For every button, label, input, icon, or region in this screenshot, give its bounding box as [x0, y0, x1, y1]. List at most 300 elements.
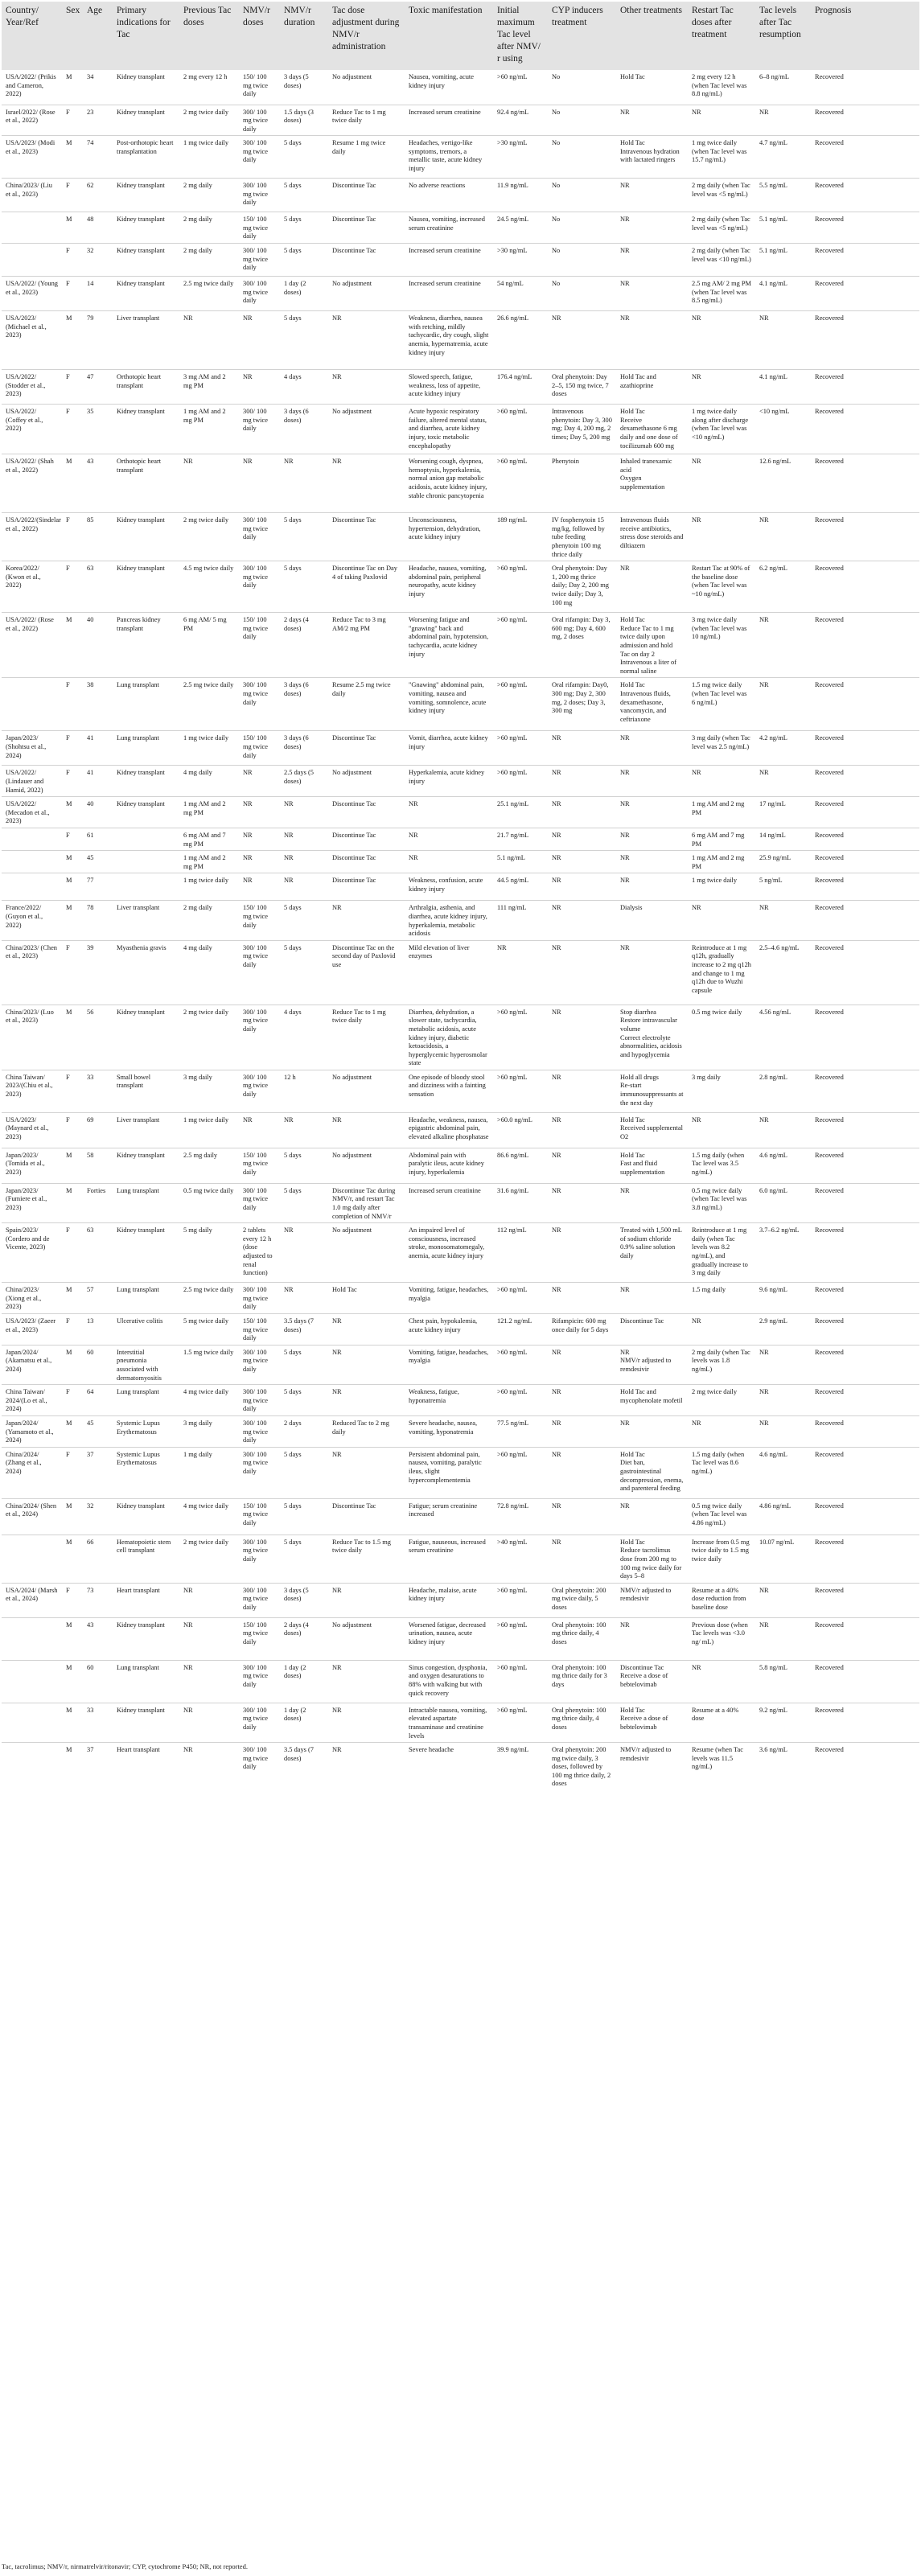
table-cell: Recovered: [811, 105, 919, 136]
table-cell: Previous dose (when Tac levels was <3.0 ng/ mL): [688, 1617, 755, 1660]
table-cell: NR: [179, 1743, 239, 1790]
table-cell: 45: [83, 851, 113, 873]
table-cell: NR: [755, 1583, 811, 1617]
table-cell: Slowed speech, fatigue, weakness, loss of appetite, acute kidney injury: [405, 370, 493, 405]
table-cell: 5.1 ng/mL: [755, 212, 811, 244]
table-cell: NR: [755, 766, 811, 797]
table-cell: 1 mg AM and 2 mg PM: [179, 405, 239, 454]
table-cell: NR: [616, 1498, 688, 1535]
table-cell: Post-orthotopic heart transplantation: [113, 136, 179, 179]
table-cell: 1.5 mg twice daily (when Tac level was 6 ng/mL): [688, 678, 755, 731]
table-cell: 58: [83, 1148, 113, 1183]
table-cell: Oral rifampin: Day 3, 600 mg; Day 4, 600 mg, 2 doses: [548, 613, 616, 678]
table-cell: 6 mg AM/ 5 mg PM: [179, 613, 239, 678]
table-cell: 150/ 100 mg twice daily: [243, 73, 268, 98]
table-cell: NR: [328, 1703, 405, 1742]
table-cell: NR: [755, 1617, 811, 1660]
table-cell: 5 days: [280, 1535, 328, 1583]
table-cell: 1 mg twice daily: [179, 731, 239, 766]
table-cell: >60 ng/mL: [493, 1005, 548, 1070]
table-cell: NMV/r adjusted to remdesivir: [616, 1743, 688, 1790]
table-cell: Liver transplant: [113, 311, 179, 370]
table-cell: Japan/2024/ (Akamatsu et al., 2024): [2, 1345, 62, 1384]
table-cell: NR: [280, 1283, 328, 1314]
column-header: Other treatments: [616, 2, 688, 70]
table-cell: USA/2022/ (Coffey et al., 2022): [2, 405, 62, 454]
table-cell: 4.5 mg twice daily: [179, 561, 239, 613]
table-cell: 32: [83, 244, 113, 277]
table-cell: 79: [83, 311, 113, 370]
table-cell: 3 days (6 doses): [280, 678, 328, 731]
table-cell: Discontinue Tac: [328, 828, 405, 850]
table-cell: 2.5 mg AM/ 2 mg PM (when Tac level was 8.5 ng/mL): [688, 277, 755, 311]
table-cell: Recovered: [811, 873, 919, 901]
table-cell: 2 mg daily (when Tac level was <10 ng/mL): [688, 244, 755, 277]
table-cell: NR: [405, 828, 493, 850]
table-cell: >60 ng/mL: [493, 1583, 548, 1617]
table-cell: 300/ 100 mg twice daily: [239, 1345, 280, 1384]
table-cell: Vomiting, fatigue, headaches, myalgia: [405, 1345, 493, 1384]
table-cell: Weakness, diarrhea, nausea with retching, mildly tachycardic, dry cough, slight anemia, hypernatremia, acute kidney injury: [405, 311, 493, 370]
table-cell: Arthralgia, asthenia, and diarrhea, acute kidney injury, hyperkalemia, metabolic acidosis: [405, 901, 493, 940]
table-cell: 43: [83, 1617, 113, 1660]
table-cell: Kidney transplant: [113, 179, 179, 212]
table-cell: Recovered: [811, 212, 919, 244]
column-header: Restart Tac doses after treatment: [688, 2, 755, 70]
table-cell: 5 days: [280, 1183, 328, 1222]
table-cell: Hold Tac Reduce Tac to 1 mg twice daily upon admission and hold Tac on day 2 Intravenous a liter of normal saline: [616, 613, 688, 678]
table-cell: >60 ng/mL: [493, 405, 548, 454]
table-cell: Kidney transplant: [113, 105, 179, 136]
table-cell: NR: [179, 1617, 239, 1660]
table-row: [2, 1447, 919, 1498]
table-cell: Hold Tac and mycophenolate mofetil: [616, 1385, 688, 1416]
table-row: [2, 1183, 919, 1222]
table-cell: Discontinue Tac on the second day of Paxlovid use: [328, 940, 405, 1005]
table-cell: NR: [548, 851, 616, 873]
table-cell: >40 ng/mL: [493, 1535, 548, 1583]
table-cell: 62: [83, 179, 113, 212]
table-cell: NR: [328, 1345, 405, 1384]
table-cell: Inhaled tranexamic acid Oxygen supplementation: [616, 454, 688, 513]
table-cell: NR: [755, 513, 811, 561]
table-cell: Japan/2023/ (Fumiere et al., 2023): [2, 1183, 62, 1222]
table-cell: NMV/r adjusted to remdesivir: [616, 1583, 688, 1617]
table-cell: China/2024/ (Shen et al., 2024): [2, 1498, 62, 1535]
table-cell: 2 mg daily: [179, 244, 239, 277]
case-reports-table: [2, 2, 919, 1790]
table-row: [2, 179, 919, 212]
table-cell: NR: [239, 797, 280, 828]
table-cell: NR: [616, 561, 688, 613]
table-cell: F: [62, 513, 83, 561]
table-cell: 33: [83, 1703, 113, 1742]
table-cell: 0.5 mg twice daily: [688, 1005, 755, 1070]
table-cell: 2 mg daily (when Tac level was <5 ng/mL): [688, 212, 755, 244]
table-cell: 3 days (6 doses): [280, 731, 328, 766]
table-cell: Oral phenytoin: Day 2–5, 150 mg twice, 7 doses: [548, 370, 616, 405]
table-cell: Hold Tac Reduce tacrolimus dose from 200 mg to 100 mg twice daily for days 5–8: [616, 1535, 688, 1583]
table-cell: Recovered: [811, 179, 919, 212]
table-cell: Recovered: [815, 73, 844, 80]
table-cell: 2.8 ng/mL: [755, 1070, 811, 1112]
column-header: Previous Tac doses: [179, 2, 239, 70]
table-cell: 4.1 ng/mL: [755, 370, 811, 405]
table-cell: Headache, nausea, vomiting, abdominal pain, peripheral neuropathy, acute kidney injury: [405, 561, 493, 613]
table-cell: M: [62, 136, 83, 179]
table-cell: NR: [548, 828, 616, 850]
table-cell: Discontinue Tac: [328, 851, 405, 873]
table-cell: NR: [548, 1070, 616, 1112]
table-cell: Worsened fatigue, decreased urination, nausea, acute kidney injury: [405, 1617, 493, 1660]
table-cell: Kidney transplant: [117, 73, 165, 80]
table-cell: [113, 873, 179, 901]
table-cell: Lung transplant: [113, 1660, 179, 1703]
table-cell: 2.5 mg twice daily: [179, 1283, 239, 1314]
table-cell: NR: [239, 1112, 280, 1148]
table-cell: No: [548, 136, 616, 179]
table-cell: Dialysis: [616, 901, 688, 940]
table-cell: NR: [548, 1535, 616, 1583]
table-cell: Resume 1 mg twice daily: [328, 136, 405, 179]
table-cell: 5 days: [280, 1385, 328, 1416]
table-cell: Hold Tac: [620, 73, 645, 80]
table-cell: 3 days (5 doses): [280, 1583, 328, 1617]
table-cell: F: [62, 561, 83, 613]
table-cell: 2.5 mg twice daily: [179, 678, 239, 731]
table-cell: 300/ 100 mg twice daily: [239, 1415, 280, 1447]
table-cell: 6–8 ng/mL: [759, 73, 789, 80]
table-cell: 0.5 mg twice daily (when Tac level was 3.8 ng/mL): [688, 1183, 755, 1222]
table-cell: Recovered: [811, 766, 919, 797]
table-cell: NR: [239, 766, 280, 797]
table-cell: Severe headache, nausea, vomiting, hyponatremia: [405, 1415, 493, 1447]
table-cell: Reintroduce at 1 mg daily (when Tac levels was 8.2 ng/mL), and gradually increase to 3 mg daily: [688, 1223, 755, 1283]
table-cell: 40: [83, 797, 113, 828]
table-cell: >30 ng/mL: [493, 244, 548, 277]
table-cell: NR: [548, 731, 616, 766]
table-row: [2, 212, 919, 244]
table-cell: Liver transplant: [113, 901, 179, 940]
table-cell: 4.6 ng/mL: [755, 1148, 811, 1183]
table-cell: Reduce Tac to 1 mg twice daily: [328, 1005, 405, 1070]
table-cell: NR: [688, 901, 755, 940]
table-cell: 5 days: [280, 940, 328, 1005]
table-cell: 2.9 ng/mL: [755, 1314, 811, 1346]
table-cell: Recovered: [811, 1447, 919, 1498]
table-cell: One episode of bloody stool and dizziness with a fainting sensation: [405, 1070, 493, 1112]
table-cell: Discontinue Tac on Day 4 of taking Paxlovid: [328, 561, 405, 613]
table-cell: 25.1 ng/mL: [493, 797, 548, 828]
column-header: Country/ Year/Ref: [2, 2, 62, 70]
table-cell: NR: [688, 370, 755, 405]
table-cell: Recovered: [811, 1743, 919, 1790]
table-cell: 150/ 100 mg twice daily: [239, 731, 280, 766]
table-cell: NR: [616, 1283, 688, 1314]
table-cell: NR: [328, 1385, 405, 1416]
table-cell: Discontinue Tac: [328, 1498, 405, 1535]
table-cell: Recovered: [811, 454, 919, 513]
table-cell: Sinus congestion, dysphonia, and oxygen desaturations to 88% with walking but with quick recovery: [405, 1660, 493, 1703]
table-cell: 2 mg daily: [179, 212, 239, 244]
table-cell: Discontinue Tac: [328, 873, 405, 901]
table-body: [2, 70, 919, 1790]
table-row: [2, 244, 919, 277]
table-cell: M: [62, 797, 83, 828]
table-cell: 14 ng/mL: [755, 828, 811, 850]
table-cell: NR: [755, 613, 811, 678]
table-cell: 1 mg AM and 2 mg PM: [688, 797, 755, 828]
table-cell: >60 ng/mL: [493, 766, 548, 797]
table-cell: 2 mg every 12 h: [183, 73, 228, 80]
table-cell: NR: [548, 1183, 616, 1222]
table-cell: 5.8 ng/mL: [755, 1660, 811, 1703]
table-cell: 5.5 ng/mL: [755, 179, 811, 212]
table-cell: NR: [179, 1583, 239, 1617]
table-cell: 112 ng/mL: [493, 1223, 548, 1283]
table-cell: NR: [755, 105, 811, 136]
table-cell: Abdominal pain with paralytic ileus, acute kidney injury, hyperkalemia: [405, 1148, 493, 1183]
table-cell: >60 ng/mL: [497, 73, 528, 80]
table-cell: USA/2022/ (Lindauer and Hamid, 2022): [2, 766, 62, 797]
table-cell: 2 mg twice daily: [688, 1385, 755, 1416]
table-cell: 43: [83, 454, 113, 513]
table-cell: No: [548, 244, 616, 277]
table-cell: 300/ 100 mg twice daily: [239, 1005, 280, 1070]
table-cell: 0.5 mg twice daily (when Tac level was 4.86 ng/mL): [688, 1498, 755, 1535]
column-header: Toxic manifestation: [405, 2, 493, 70]
table-cell: 2 mg twice daily: [179, 1535, 239, 1583]
table-cell: Resume at a 40% dose reduction from baseline dose: [688, 1583, 755, 1617]
column-header: NMV/r doses: [239, 2, 280, 70]
table-cell: Severe headache: [405, 1743, 493, 1790]
table-cell: 14: [83, 277, 113, 311]
table-cell: Recovered: [811, 244, 919, 277]
table-cell: Worsening fatigue and "gnawing" back and abdominal pain, hypotension, tachycardia, acute kidney injury: [405, 613, 493, 678]
table-cell: M: [62, 1703, 83, 1742]
table-cell: [2, 1660, 62, 1703]
table-cell: 3 mg daily (when Tac level was 2.5 ng/mL): [688, 731, 755, 766]
table-cell: 2 mg daily: [179, 179, 239, 212]
table-cell: F: [62, 678, 83, 731]
table-row: [2, 613, 919, 678]
table-cell: Weakness, fatigue, hyponatremia: [405, 1385, 493, 1416]
table-cell: Recovered: [811, 1660, 919, 1703]
table-cell: Kidney transplant: [113, 766, 179, 797]
table-cell: 150/ 100 mg twice daily: [239, 1314, 280, 1346]
table-cell: M: [62, 1743, 83, 1790]
table-cell: Lung transplant: [113, 1283, 179, 1314]
table-cell: 3 mg twice daily (when Tac level was 10 ng/mL): [688, 613, 755, 678]
table-cell: NR: [280, 1112, 328, 1148]
table-cell: Recovered: [811, 678, 919, 731]
table-cell: Recovered: [811, 1223, 919, 1283]
table-cell: Hold Tac Diet ban, gastrointestinal decompression, enema, and parenteral feeding: [616, 1447, 688, 1498]
table-cell: USA/2022/ (Rose et al., 2022): [2, 613, 62, 678]
table-cell: >30 ng/mL: [493, 136, 548, 179]
table-cell: Recovered: [811, 513, 919, 561]
table-cell: [2, 851, 62, 873]
table-cell: 2 mg daily (when Tac levels was 1.8 ng/mL): [688, 1345, 755, 1384]
table-cell: 5 days: [280, 212, 328, 244]
table-cell: 34: [87, 73, 94, 80]
table-cell: An impaired level of consciousness, increased stroke, monosomatomegaly, anemia, acute kidney injury: [405, 1223, 493, 1283]
table-cell: 2.5 mg twice daily: [179, 277, 239, 311]
table-cell: M: [62, 311, 83, 370]
table-cell: 121.2 ng/mL: [493, 1314, 548, 1346]
table-cell: Recovered: [811, 311, 919, 370]
table-cell: NR: [688, 1415, 755, 1447]
table-cell: Diarrhea, dehydration, a slower state, tachycardia, metabolic acidosis, acute kidney injury, diabetic ketoacidosis, a hyperglycemic hyperosmolar state: [405, 1005, 493, 1070]
table-row: [2, 1535, 919, 1583]
table-cell: NR: [548, 311, 616, 370]
table-row: [2, 851, 919, 873]
table-row: [2, 1743, 919, 1790]
table-cell: [2, 244, 62, 277]
table-cell: M: [62, 1283, 83, 1314]
table-cell: Reintroduce at 1 mg q12h, gradually increase to 2 mg q12h and change to 1 mg q12h due to Wuzhi capsule: [688, 940, 755, 1005]
table-cell: 77: [83, 873, 113, 901]
table-cell: NR: [616, 311, 688, 370]
table-cell: USA/2023/ (Michael et al., 2023): [2, 311, 62, 370]
table-cell: >60 ng/mL: [493, 1617, 548, 1660]
table-cell: Stop diarrhea Restore intravascular volume Correct electrolyte abnormalities, acidosis and hypoglycemia: [616, 1005, 688, 1070]
table-cell: 5 days: [280, 513, 328, 561]
table-cell: Lung transplant: [113, 1385, 179, 1416]
table-cell: 1 mg twice daily along after discharge (when Tac level was <10 ng/mL): [688, 405, 755, 454]
table-cell: 150/ 100 mg twice daily: [239, 901, 280, 940]
table-cell: Recovered: [811, 1183, 919, 1222]
table-cell: NR: [328, 1660, 405, 1703]
table-cell: Recovered: [811, 797, 919, 828]
table-cell: 1 mg twice daily: [179, 873, 239, 901]
table-cell: 1 mg AM and 2 mg PM: [179, 851, 239, 873]
table-cell: NR: [688, 454, 755, 513]
table-cell: >60 ng/mL: [493, 678, 548, 731]
table-cell: USA/2023/ (Modi et al., 2023): [2, 136, 62, 179]
table-cell: Kidney transplant: [113, 1617, 179, 1660]
table-cell: F: [62, 179, 83, 212]
table-cell: No: [548, 277, 616, 311]
table-cell: NR: [616, 828, 688, 850]
table-cell: Headache, weakness, nausea, epigastric abdominal pain, elevated alkaline phosphatase: [405, 1112, 493, 1148]
table-cell: Discontinue Tac: [328, 179, 405, 212]
table-cell: Japan/2024/ (Yamamoto et al., 2024): [2, 1415, 62, 1447]
table-cell: Systemic Lupus Erythematosus: [113, 1415, 179, 1447]
table-cell: NR: [548, 873, 616, 901]
table-cell: 63: [83, 561, 113, 613]
table-row: [2, 1345, 919, 1384]
table-cell: 3 days (5 doses): [284, 73, 309, 89]
table-row: [2, 136, 919, 179]
table-cell: F: [62, 1070, 83, 1112]
table-cell: Lung transplant: [113, 678, 179, 731]
table-cell: 1 mg twice daily (when Tac level was 15.7 ng/mL): [688, 136, 755, 179]
table-cell: 3 mg daily: [179, 1415, 239, 1447]
table-cell: Recovered: [811, 561, 919, 613]
table-cell: USA/2024/ (Marsh et al., 2024): [2, 1583, 62, 1617]
table-cell: Reduce Tac to 3 mg AM/2 mg PM: [328, 613, 405, 678]
table-cell: NR: [616, 766, 688, 797]
table-cell: 2 days: [280, 1415, 328, 1447]
table-cell: Discontinue Tac: [616, 1314, 688, 1346]
table-cell: Hold Tac Fast and fluid supplementation: [616, 1148, 688, 1183]
table-cell: 56: [83, 1005, 113, 1070]
table-cell: 54 ng/mL: [493, 277, 548, 311]
table-cell: Japan/2023/ (Shohtsu et al., 2024): [2, 731, 62, 766]
table-cell: "Gnawing" abdominal pain, vomiting, nausea and vomiting, somnolence, acute kidney injury: [405, 678, 493, 731]
table-cell: Recovered: [811, 901, 919, 940]
table-cell: 2 mg twice daily: [179, 1005, 239, 1070]
table-cell: 10.07 ng/mL: [755, 1535, 811, 1583]
table-row: [2, 678, 919, 731]
table-cell: 1.5 days (3 doses): [280, 105, 328, 136]
header-row: [2, 2, 919, 70]
table-row: [2, 1070, 919, 1112]
table-cell: 1.5 mg daily (when Tac level was 3.5 ng/mL): [688, 1148, 755, 1183]
table-cell: 150/ 100 mg twice daily: [239, 212, 280, 244]
table-cell: 11.9 ng/mL: [493, 179, 548, 212]
table-cell: Small bowel transplant: [113, 1070, 179, 1112]
table-cell: Kidney transplant: [113, 513, 179, 561]
table-cell: NR NMV/r adjusted to remdesivir: [616, 1345, 688, 1384]
table-cell: 1 day (2 doses): [280, 277, 328, 311]
table-cell: 48: [83, 212, 113, 244]
table-cell: Discontinue Tac: [328, 244, 405, 277]
table-cell: NR: [239, 454, 280, 513]
table-cell: Oral phenytoin: 100 mg thrice daily, 4 doses: [548, 1703, 616, 1742]
table-row: [2, 311, 919, 370]
table-row: [2, 1385, 919, 1416]
column-header: Initial maximum Tac level after NMV/ r using: [493, 2, 548, 70]
table-cell: 5 days: [280, 311, 328, 370]
table-cell: Recovered: [811, 1703, 919, 1742]
table-cell: NR: [548, 1283, 616, 1314]
table-cell: Recovered: [811, 828, 919, 850]
table-cell: 2 mg twice daily: [179, 513, 239, 561]
table-cell: Recovered: [811, 1617, 919, 1660]
table-cell: Kidney transplant: [113, 212, 179, 244]
table-cell: >60 ng/mL: [493, 613, 548, 678]
column-header: Tac dose adjustment during NMV/r administration: [328, 2, 405, 70]
table-cell: 300/ 100 mg twice daily: [239, 1447, 280, 1498]
table-cell: Mild elevation of liver enzymes: [405, 940, 493, 1005]
table-cell: >60 ng/mL: [493, 1283, 548, 1314]
table-cell: F: [62, 731, 83, 766]
table-cell: 57: [83, 1283, 113, 1314]
table-cell: Oral phenytoin: 200 mg twice daily, 5 doses: [548, 1583, 616, 1617]
table-cell: USA/2023/ (Zaeer et al., 2023): [2, 1314, 62, 1346]
table-cell: Hold Tac Received supplemental O2: [616, 1112, 688, 1148]
table-cell: China Taiwan/ 2023/(Chiu et al., 2023): [2, 1070, 62, 1112]
table-cell: [2, 1703, 62, 1742]
table-cell: NR: [405, 797, 493, 828]
table-cell: M: [62, 1183, 83, 1222]
table-cell: 37: [83, 1447, 113, 1498]
table-cell: NR: [328, 454, 405, 513]
table-cell: 5 days: [280, 561, 328, 613]
table-cell: 4.1 ng/mL: [755, 277, 811, 311]
table-cell: Kidney transplant: [113, 1703, 179, 1742]
table-cell: 300/ 100 mg twice daily: [239, 244, 280, 277]
table-row: [2, 1583, 919, 1617]
table-cell: Orthotopic heart transplant: [113, 370, 179, 405]
table-cell: 2.5–4.6 ng/mL: [755, 940, 811, 1005]
table-cell: 5 days: [280, 1498, 328, 1535]
column-header: Age: [83, 2, 113, 70]
table-cell: 1 mg twice daily: [179, 136, 239, 179]
table-cell: 86.6 ng/mL: [493, 1148, 548, 1183]
